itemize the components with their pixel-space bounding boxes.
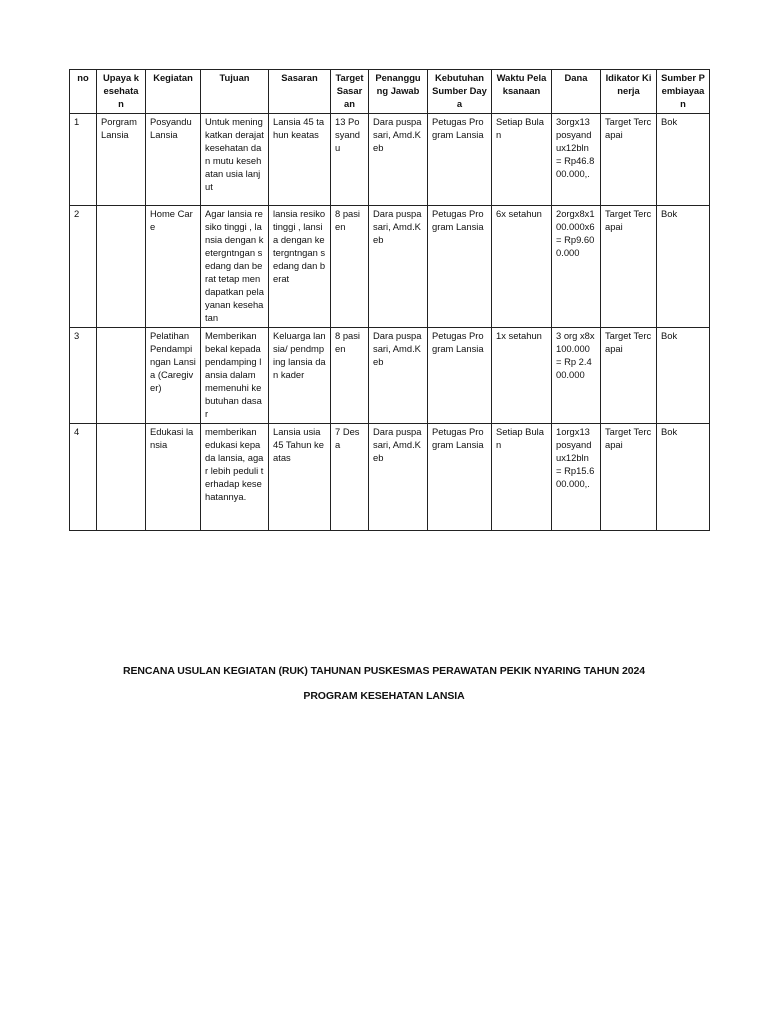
cell-kebutuhan-sumber-daya: Petugas Program Lansia bbox=[428, 328, 492, 424]
table-header bbox=[70, 70, 710, 114]
cell-tujuan: memberikan edukasi kepada lansia, agar lebih peduli terhadap kesehatannya. bbox=[201, 424, 269, 531]
header-indikator-kinerja: Idikator Kinerja bbox=[601, 70, 657, 114]
cell-waktu-pelaksanaan: 6x setahun bbox=[492, 206, 552, 328]
cell-tujuan: Agar lansia resiko tinggi , lansia dengan ketergntngan sedang dan berat tetap mendapatkan pelayanan kesehatan bbox=[201, 206, 269, 328]
cell-waktu-pelaksanaan: Setiap Bulan bbox=[492, 114, 552, 206]
cell-kebutuhan-sumber-daya: Petugas Program Lansia bbox=[428, 206, 492, 328]
cell-target-sasaran: 8 pasien bbox=[331, 328, 369, 424]
header-upaya-kesehatan: Upaya kesehatan bbox=[97, 70, 146, 114]
table-row bbox=[70, 424, 710, 531]
cell-sumber-pembiayaan: Bok bbox=[657, 424, 710, 531]
cell-indikator-kinerja: Target Tercapai bbox=[601, 424, 657, 531]
header-sumber-pembiayaan: Sumber Pembiayaan bbox=[657, 70, 710, 114]
header-target-sasaran: Target Sasaran bbox=[331, 70, 369, 114]
document-subtitle: PROGRAM KESEHATAN LANSIA bbox=[303, 690, 465, 702]
cell-penanggung-jawab: Dara puspa sari, Amd.Keb bbox=[369, 424, 428, 531]
cell-target-sasaran: 8 pasien bbox=[331, 206, 369, 328]
cell-sasaran: Keluarga lansia/ pendmping lansia dan kader bbox=[269, 328, 331, 424]
cell-kebutuhan-sumber-daya: Petugas Program Lansia bbox=[428, 424, 492, 531]
cell-no: 1 bbox=[70, 114, 97, 206]
cell-sumber-pembiayaan: Bok bbox=[657, 114, 710, 206]
cell-kegiatan: Pelatihan Pendampingan Lansia (Caregiver) bbox=[146, 328, 201, 424]
cell-sumber-pembiayaan: Bok bbox=[657, 328, 710, 424]
cell-waktu-pelaksanaan: 1x setahun bbox=[492, 328, 552, 424]
cell-dana: 3 org x8x100.000 = Rp 2.400.000 bbox=[552, 328, 601, 424]
cell-kegiatan: Home Care bbox=[146, 206, 201, 328]
cell-indikator-kinerja: Target Tercapai bbox=[601, 328, 657, 424]
header-sasaran: Sasaran bbox=[269, 70, 331, 114]
table-row bbox=[70, 328, 710, 424]
cell-sasaran: Lansia 45 tahun keatas bbox=[269, 114, 331, 206]
header-kegiatan: Kegiatan bbox=[146, 70, 201, 114]
document-title: RENCANA USULAN KEGIATAN (RUK) TAHUNAN PUSKESMAS PERAWATAN PEKIK NYARING TAHUN 2024 bbox=[123, 665, 645, 677]
header-row bbox=[70, 70, 710, 114]
cell-kegiatan: Edukasi lansia bbox=[146, 424, 201, 531]
cell-kebutuhan-sumber-daya: Petugas Program Lansia bbox=[428, 114, 492, 206]
cell-sasaran: lansia resiko tinggi , lansia dengan ketergntngan sedang dan berat bbox=[269, 206, 331, 328]
header-penanggung-jawab: Penanggung Jawab bbox=[369, 70, 428, 114]
cell-no: 3 bbox=[70, 328, 97, 424]
cell-waktu-pelaksanaan: Setiap Bulan bbox=[492, 424, 552, 531]
table-row bbox=[70, 206, 710, 328]
header-waktu-pelaksanaan: Waktu Pelaksanaan bbox=[492, 70, 552, 114]
cell-dana: 1orgx13 posyandux12bln = Rp15.600.000,. bbox=[552, 424, 601, 531]
cell-tujuan: Memberikan bekal kepada pendamping lansia dalam memenuhi kebutuhan dasar bbox=[201, 328, 269, 424]
cell-sumber-pembiayaan: Bok bbox=[657, 206, 710, 328]
cell-kegiatan: Posyandu Lansia bbox=[146, 114, 201, 206]
header-tujuan: Tujuan bbox=[201, 70, 269, 114]
cell-upaya-kesehatan: Porgram Lansia bbox=[97, 114, 146, 206]
cell-penanggung-jawab: Dara puspa sari, Amd.Keb bbox=[369, 206, 428, 328]
cell-tujuan: Untuk meningkatkan derajat kesehatan dan mutu kesehatan usia lanjut bbox=[201, 114, 269, 206]
cell-penanggung-jawab: Dara puspa sari, Amd.Keb bbox=[369, 328, 428, 424]
table-body bbox=[70, 114, 710, 531]
cell-indikator-kinerja: Target Tercapai bbox=[601, 114, 657, 206]
header-no: no bbox=[70, 70, 97, 114]
cell-penanggung-jawab: Dara puspa sari, Amd.Keb bbox=[369, 114, 428, 206]
cell-indikator-kinerja: Target Tercapai bbox=[601, 206, 657, 328]
cell-upaya-kesehatan bbox=[97, 206, 146, 328]
header-dana: Dana bbox=[552, 70, 601, 114]
cell-upaya-kesehatan bbox=[97, 328, 146, 424]
cell-target-sasaran: 13 Posyandu bbox=[331, 114, 369, 206]
cell-sasaran: Lansia usia 45 Tahun ke atas bbox=[269, 424, 331, 531]
header-kebutuhan-sumber-daya: Kebutuhan Sumber Daya bbox=[428, 70, 492, 114]
cell-dana: 3orgx13 posyandux12bln = Rp46.800.000,. bbox=[552, 114, 601, 206]
cell-no: 4 bbox=[70, 424, 97, 531]
ruk-table bbox=[69, 69, 710, 531]
cell-no: 2 bbox=[70, 206, 97, 328]
cell-upaya-kesehatan bbox=[97, 424, 146, 531]
cell-dana: 2orgx8x100.000x6 = Rp9.600.000 bbox=[552, 206, 601, 328]
table-row bbox=[70, 114, 710, 206]
cell-target-sasaran: 7 Desa bbox=[331, 424, 369, 531]
